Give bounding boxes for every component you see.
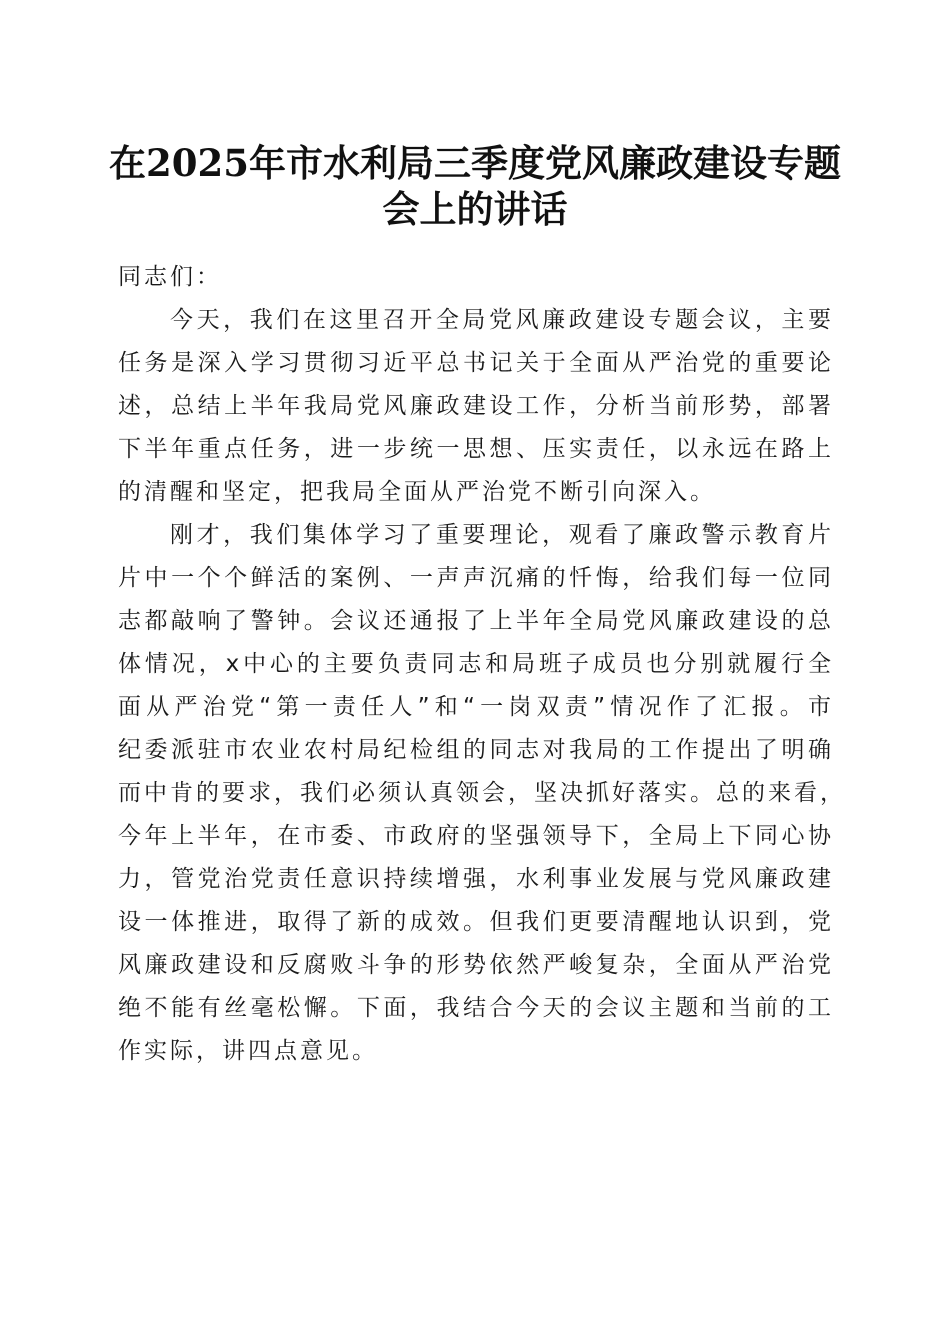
paragraph-line: 任务是深入学习贯彻习近平总书记关于全面从严治党的重要论 [118,350,834,376]
paragraph-line: 面从严治党“第一责任人”和“一岗双责”情况作了汇报。市 [118,694,834,720]
paragraph-line: 述，总结上半年我局党风廉政建设工作，分析当前形势，部署 [118,393,834,419]
paragraph-line: 力，管党治党责任意识持续增强，水利事业发展与党风廉政建 [118,866,834,892]
paragraph-line: 纪委派驻市农业农村局纪检组的同志对我局的工作提出了明确 [118,737,834,763]
paragraph-line: 设一体推进，取得了新的成效。但我们更要清醒地认识到，党 [118,909,834,935]
paragraph-line: 绝不能有丝毫松懈。下面，我结合今天的会议主题和当前的工 [118,995,834,1021]
salutation: 同志们： [118,264,222,290]
paragraph-line: 下半年重点任务，进一步统一思想、压实责任，以永远在路上 [118,436,834,462]
paragraph-line: 体情况，x中心的主要负责同志和局班子成员也分别就履行全 [118,651,834,677]
paragraph-line: 片中一个个鲜活的案例、一声声沉痛的忏悔，给我们每一位同 [118,565,834,591]
paragraph-2 [118,514,846,1073]
paragraph-line: 而中肯的要求，我们必须认真领会，坚决抓好落实。总的来看， [118,780,846,806]
paragraph-line: 刚才，我们集体学习了重要理论，观看了廉政警示教育片 [170,522,834,548]
paragraph-1 [118,299,834,514]
speech-body [118,256,846,1073]
paragraph-line: 志都敲响了警钟。会议还通报了上半年全局党风廉政建设的总 [118,608,834,634]
title-line-2: 会上的讲话 [382,187,568,231]
paragraph-line: 的清醒和坚定，把我局全面从严治党不断引向深入。 [118,479,716,505]
paragraph-line: 作实际，讲四点意见。 [118,1038,378,1064]
title-line-1: 在2025年市水利局三季度党风廉政建设专题 [109,141,841,185]
paragraph-line: 今年上半年，在市委、市政府的坚强领导下，全局上下同心协 [118,823,834,849]
paragraph-line: 风廉政建设和反腐败斗争的形势依然严峻复杂，全面从严治党 [118,952,834,978]
paragraph-line: 今天，我们在这里召开全局党风廉政建设专题会议，主要 [170,307,834,333]
document-title [100,140,850,232]
